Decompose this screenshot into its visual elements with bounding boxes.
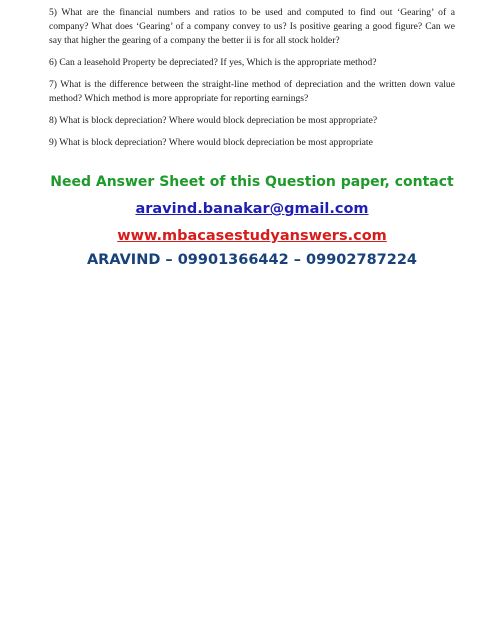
website-link[interactable]: www.mbacasestudyanswers.com: [117, 228, 387, 244]
question-list: [49, 6, 455, 150]
contact-headline: Need Answer Sheet of this Question paper, contact: [50, 174, 454, 190]
question-6: 6) Can a leasehold Property be depreciated? If yes, Which is the appropriate method?: [49, 57, 377, 68]
phone-numbers: ARAVIND – 09901366442 – 09902787224: [86, 252, 418, 268]
question-5: 5) What are the financial numbers and ratios to be used and computed to find out ‘Gearing’ of a company? What does ‘Gearing’ of a company convey to us? Is positive gearing a good figure? Can we say that higher the gearing of a company the better ii is for all stock holder?: [49, 7, 455, 46]
question-8: 8) What is block depreciation? Where would block depreciation be most appropriate?: [49, 115, 378, 126]
question-7: 7) What is the difference between the straight-line method of depreciation and the written down value method? Which method is more appropriate for reporting earnings?: [49, 79, 455, 104]
contact-block: [49, 174, 455, 268]
question-9: 9) What is block depreciation? Where would block depreciation be most appropriate: [49, 137, 373, 148]
website-line: [49, 225, 455, 244]
email-link[interactable]: aravind.banakar@gmail.com: [135, 201, 369, 217]
email-line: [49, 198, 455, 217]
